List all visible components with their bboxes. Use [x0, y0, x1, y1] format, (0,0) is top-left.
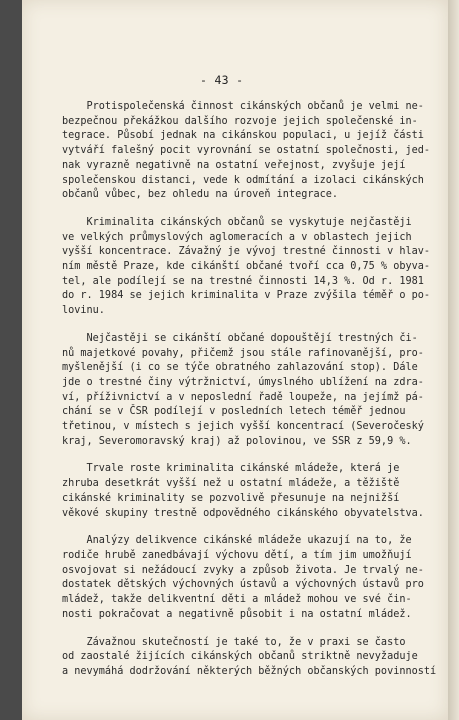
text-line: vyšší koncentrace. Závažný je vývoj trestné činnosti v hlav- — [62, 246, 431, 258]
text-line: občanů vůbec, bez ohledu na úroveň integrace. — [62, 189, 339, 201]
text-line: třetinou, v místech s jejich vyšší koncentrací (Severočeský — [62, 421, 424, 433]
text-line: a nevymáhá dodržování některých běžných občanských povinností — [62, 665, 437, 677]
text-line: chání se v ČSR podílejí v posledních letech téměř jednou — [62, 406, 406, 418]
paragraph — [62, 534, 424, 622]
text-line: věkové skupiny trestně odpovědného cikánského obyvatelstva. — [62, 507, 424, 519]
page-number: - 43 - — [200, 73, 244, 87]
text-line: tegrace. Působí jednak na cikánskou populaci, u jejíž části — [62, 130, 424, 142]
text-line: bezpečnou překážkou dalšího rozvoje jejich společenské in- — [62, 115, 418, 127]
body-text — [62, 100, 437, 693]
text-line: kraj, Severomoravský kraj) až polovinou, ve SSR z 59,9 %. — [62, 435, 412, 447]
text-line: vytváří falešný pocit vyrovnání se ostatní společnosti, jed- — [62, 145, 431, 157]
text-line: tel, ale podílejí se na trestné činnosti 14,3 %. Od r. 1981 — [62, 275, 424, 287]
paragraph — [62, 216, 431, 319]
text-line: myšlenější (i co se týče obratného zahlazování stop). Dále — [62, 362, 418, 374]
text-line: dostatek dětských výchovných ústavů a výchovných ústavů pro — [62, 579, 424, 591]
text-line: společenskou distanci, vede k odmítání a izolaci cikánských — [62, 174, 424, 186]
text-line: Závažnou skutečností je také to, že v praxi se často — [62, 636, 406, 648]
text-line: Kriminalita cikánských občanů se vyskytuje nejčastěji — [62, 216, 412, 228]
text-line: ví, příživnictví a v neposlední řadě loupeže, na jejímž pá- — [62, 391, 424, 403]
paragraph — [62, 100, 431, 203]
text-line: mládež, takže delikventní děti a mládež mohou ve své čin- — [62, 594, 412, 606]
paragraph — [62, 636, 437, 680]
text-line: Nejčastěji se cikánští občané dopouštějí trestných či- — [62, 332, 418, 344]
text-line: lovinu. — [62, 305, 105, 317]
text-line: jde o trestné činy výtržnictví, úmyslného ublížení na zdra- — [62, 376, 424, 388]
text-line: od zaostalé žijících cikánských občanů striktně nevyžaduje — [62, 651, 418, 663]
text-line: zhruba desetkrát vyšší než u ostatní mládeže, a těžiště — [62, 478, 400, 490]
text-line: nosti pokračovat a negativně působit i na ostatní mládež. — [62, 608, 412, 620]
text-line: cikánské kriminality se pozvolivě přesunuje na nejnižší — [62, 492, 400, 504]
text-line: do r. 1984 se jejich kriminalita v Praze zvýšila téměř o po- — [62, 290, 431, 302]
text-line: nů majetkové povahy, přičemž jsou stále rafinovanější, pro- — [62, 347, 424, 359]
text-line: Protispolečenská činnost cikánských občanů je velmi ne- — [62, 101, 424, 112]
text-line: rodiče hrubě zanedbávají výchovu dětí, a tím jim umožňují — [62, 549, 412, 561]
text-line: Trvale roste kriminalita cikánské mládeže, která je — [62, 463, 400, 475]
text-line: nak vyrazně negativně na ostatní veřejnost, zvyšuje její — [62, 159, 406, 171]
text-line: Analýzy delikvence cikánské mládeže ukazují na to, že — [62, 535, 412, 547]
text-line: osvojovat si nežádoucí zvyky a způsob života. Je trvalý ne- — [62, 564, 424, 576]
text-line: ve velkých průmyslových aglomeracích a v oblastech jejich — [62, 231, 412, 243]
text-line: ním městě Praze, kde cikánští občané tvoří cca 0,75 % obyva- — [62, 261, 431, 273]
paragraph — [62, 462, 424, 521]
paragraph — [62, 332, 424, 450]
document-page — [22, 0, 448, 720]
